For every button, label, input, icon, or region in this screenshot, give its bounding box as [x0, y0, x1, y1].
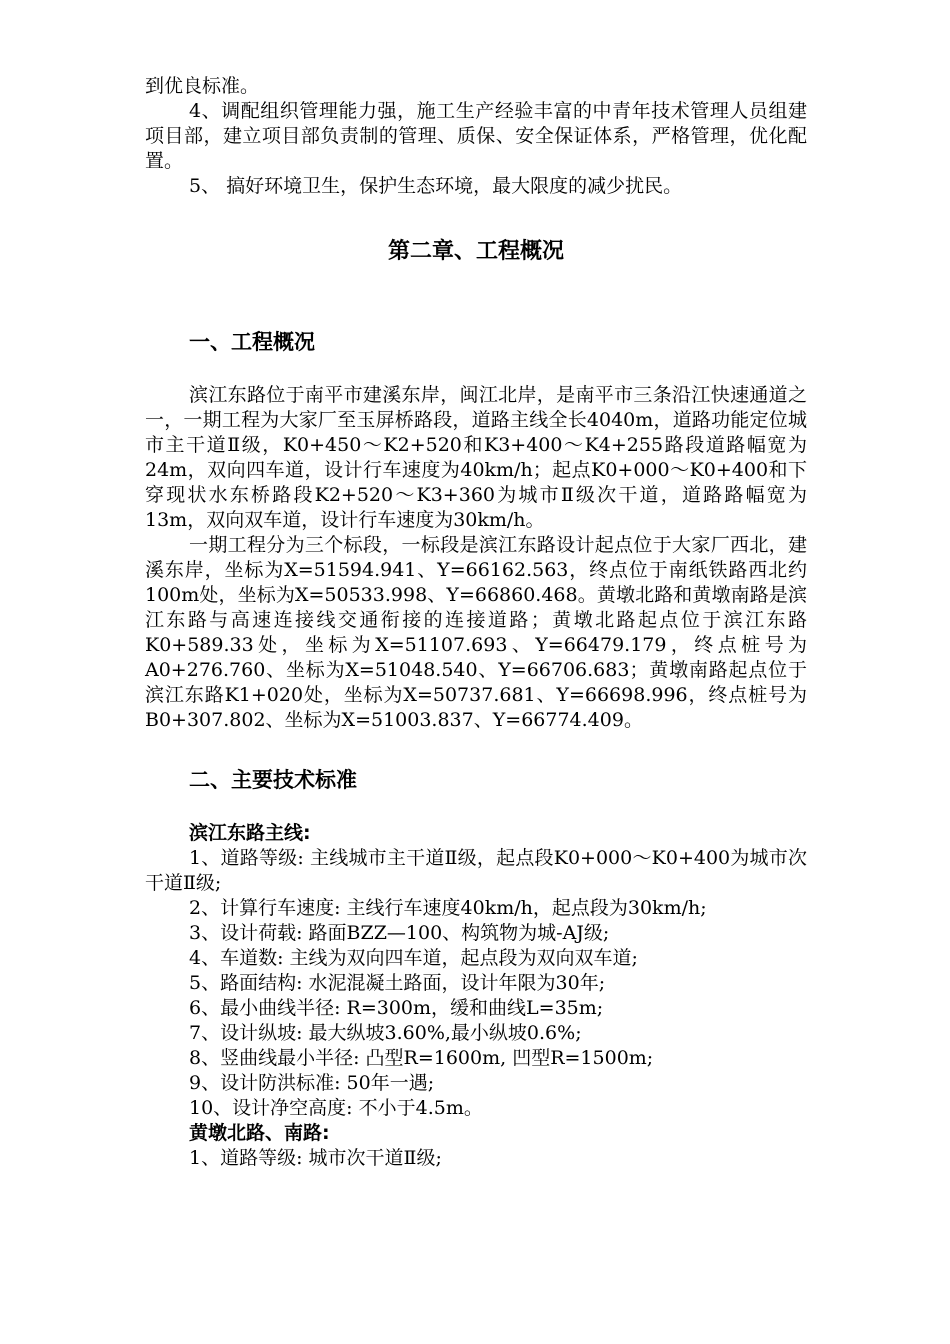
branch-road-standards-list [145, 1146, 807, 1171]
branch-road-heading: 黄墩北路、南路: [189, 1122, 330, 1144]
section-title-standards: 二、主要技术标准 [189, 768, 357, 792]
list-item: 4、车道数: 主线为双向四车道，起点段为双向双车道; [189, 947, 638, 969]
list-item: 1、道路等级: 主线城市主干道Ⅱ级，起点段K0+000～K0+400为城市次干道Ⅱ级; [145, 847, 807, 894]
list-item: 5、路面结构: 水泥混凝土路面，设计年限为30年; [189, 972, 606, 994]
overview-paragraph-2: 一期工程分为三个标段，一标段是滨江东路设计起点位于大家厂西北，建溪东岸，坐标为X=51594.941、Y=66162.563，终点位于南纸铁路西北约100m处，坐标为X=50533.998、Y=66860.468。黄墩北路和黄墩南路是滨江东路与高速连接线交通衔接的连接道路；黄墩北路起点位于滨江东路K0+589.33处，坐标为X=51107.693、Y=66479.179，终点桩号为A0+276.760、坐标为X=51048.540、Y=66706.683；黄墩南路起点位于滨江东路K1+020处，坐标为X=50737.681、Y=66698.996，终点桩号为B0+307.802、坐标为X=51003.837、Y=66774.409。 [145, 534, 807, 731]
overview-paragraph-1: 滨江东路位于南平市建溪东岸，闽江北岸，是南平市三条沿江快速通道之一，一期工程为大家厂至玉屏桥路段，道路主线全长4040m，道路功能定位城市主干道Ⅱ级，K0+450～K2+520和K3+400～K4+255路段道路幅宽为24m，双向四车道，设计行车速度为40km/h；起点K0+000～K0+400和下穿现状水东桥路段K2+520～K3+360为城市Ⅱ级次干道，道路路幅宽为13m，双向双车道，设计行车速度为30km/h。 [145, 384, 807, 531]
list-item: 3、设计荷载: 路面BZZ—100、构筑物为城-AJ级; [189, 922, 610, 944]
section-title-overview: 一、工程概况 [189, 330, 315, 354]
document-page [145, 74, 807, 1171]
list-item: 9、设计防洪标准: 50年一遇; [189, 1072, 435, 1094]
list-item: 8、竖曲线最小半径: 凸型R=1600m, 凹型R=1500m; [189, 1047, 654, 1069]
list-item: 2、计算行车速度: 主线行车速度40km/h，起点段为30km/h; [189, 897, 707, 919]
main-line-standards-list [145, 846, 807, 1121]
list-item: 6、最小曲线半径: R=300m，缓和曲线L=35m; [189, 997, 604, 1019]
intro-line: 到优良标准。 [145, 75, 260, 97]
chapter-title: 第二章、工程概况 [387, 239, 564, 264]
list-item: 7、设计纵坡: 最大纵坡3.60%,最小纵坡0.6%; [189, 1022, 582, 1044]
list-item: 10、设计净空高度: 不小于4.5m。 [189, 1097, 483, 1119]
intro-paragraph-5: 5、 搞好环境卫生，保护生态环境，最大限度的减少扰民。 [189, 175, 683, 197]
list-item: 1、道路等级: 城市次干道Ⅱ级; [189, 1147, 442, 1169]
intro-paragraph-4: 4、调配组织管理能力强，施工生产经验丰富的中青年技术管理人员组建项目部，建立项目部负责制的管理、质保、安全保证体系，严格管理，优化配置。 [145, 100, 807, 172]
main-line-heading: 滨江东路主线: [189, 822, 311, 844]
